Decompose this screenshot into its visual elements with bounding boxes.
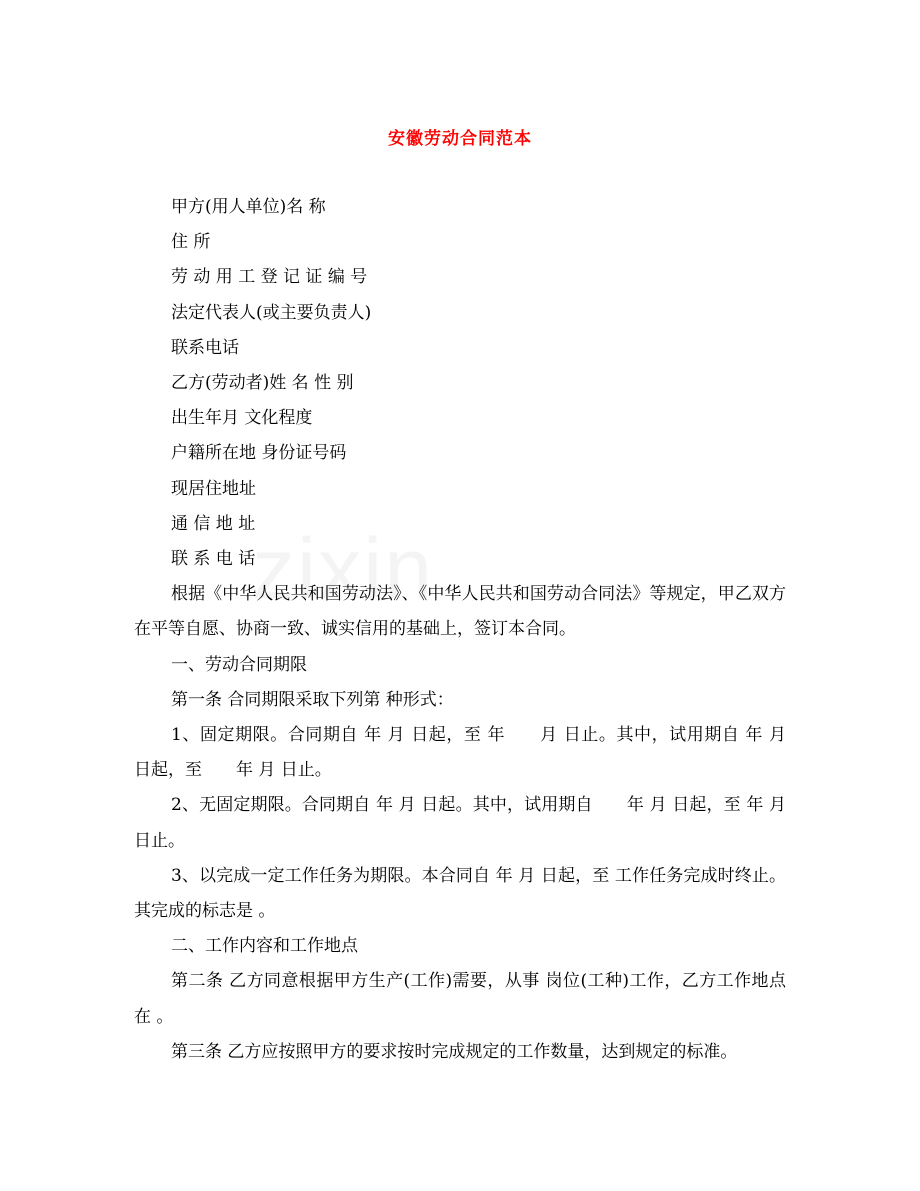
clause-fixed-term: 1、固定期限。合同期自 年 月 日起，至 年 月 日止。其中，试用期自 年 月 日起，至 年 月 日止。 — [134, 725, 786, 781]
section-heading-work: 二、工作内容和工作地点 — [171, 936, 358, 957]
article-1: 第一条 合同期限采取下列第 种形式： — [171, 689, 454, 710]
field-employer-address: 住 所 — [171, 232, 211, 253]
article-2: 第二条 乙方同意根据甲方生产(工作)需要，从事 岗位(工种)工作，乙方工作地点在 。 — [134, 971, 786, 1027]
field-birth-education: 出生年月 文化程度 — [171, 408, 313, 429]
clause-open-term: 2、无固定期限。合同期自 年 月 日起。其中，试用期自 年 月 日起，至 年 月 日止。 — [134, 795, 786, 851]
field-labor-registration-no: 劳 动 用 工 登 记 证 编 号 — [171, 267, 368, 288]
field-mailing-address: 通 信 地 址 — [171, 513, 256, 534]
field-current-address: 现居住地址 — [171, 478, 256, 499]
field-legal-representative: 法定代表人(或主要负责人) — [171, 302, 372, 323]
article-3: 第三条 乙方应按照甲方的要求按时完成规定的工作数量，达到规定的标准。 — [171, 1041, 738, 1062]
field-household-id: 户籍所在地 身份证号码 — [171, 443, 347, 464]
field-employer-phone: 联系电话 — [171, 337, 239, 358]
clause-task-term: 3、以完成一定工作任务为期限。本合同自 年 月 日起，至 工作任务完成时终止。其完成的标志是 。 — [134, 865, 786, 922]
field-employee-name-gender: 乙方(劳动者)姓 名 性 别 — [171, 373, 354, 394]
field-employer-name: 甲方(用人单位)名 称 — [171, 197, 326, 217]
field-employee-phone: 联 系 电 话 — [171, 549, 256, 570]
paragraph-preamble: 根据《中华人民共和国劳动法》、《中华人民共和国劳动合同法》等规定，甲乙双方在平等自愿、协商一致、诚实信用的基础上，签订本合同。 — [134, 584, 786, 640]
contract-body — [134, 190, 786, 1070]
section-heading-term: 一、劳动合同期限 — [171, 654, 307, 675]
page-title: 安徽劳动合同范本 — [388, 129, 532, 149]
